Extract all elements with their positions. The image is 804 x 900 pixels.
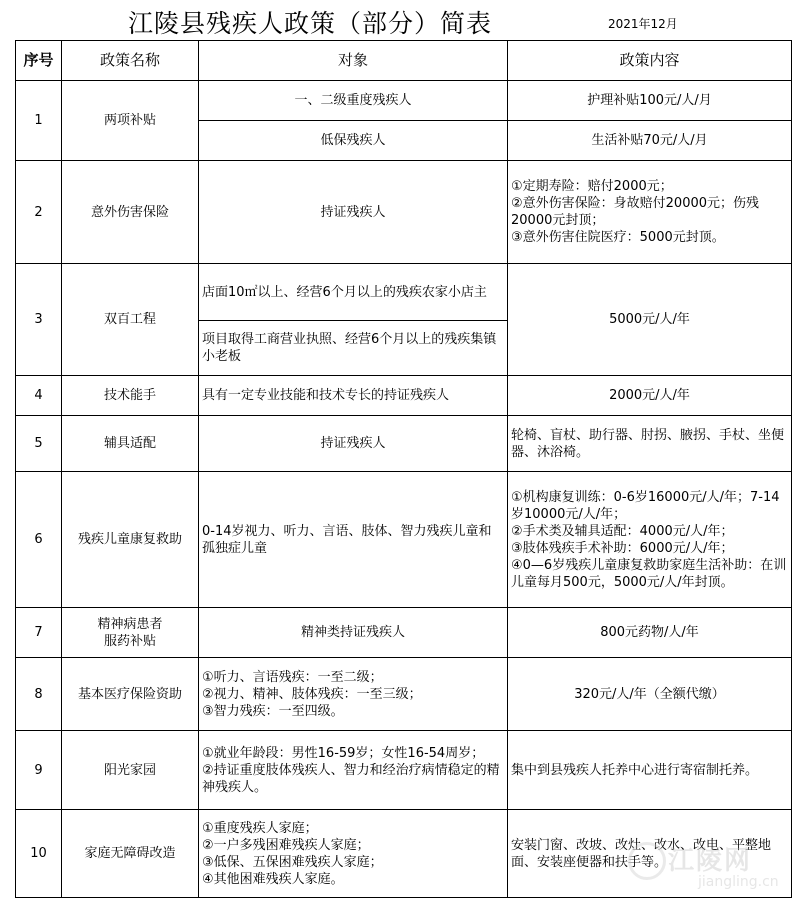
policy-content: 生活补贴70元/人/月 <box>508 121 792 161</box>
policy-target <box>199 658 508 731</box>
policy-target: 精神类持证残疾人 <box>199 608 508 658</box>
header-row <box>16 41 792 81</box>
content-line: ①定期寿险：赔付2000元； <box>511 179 673 194</box>
policy-content: 800元药物/人/年 <box>508 608 792 658</box>
table-row <box>16 81 792 121</box>
target-line: ②持证重度肢体残疾人、智力和经治疗病情稳定的精神残疾人。 <box>202 762 500 795</box>
policy-content: 集中到县残疾人托养中心进行寄宿制托养。 <box>508 731 792 810</box>
date-label: 2021年12月 <box>608 17 678 31</box>
policy-name: 意外伤害保险 <box>62 161 199 264</box>
page-title: 江陵县残疾人政策（部分）简表 <box>128 9 493 38</box>
policy-target <box>199 810 508 898</box>
table-row <box>16 658 792 731</box>
watermark-text: 江陵网 <box>668 846 753 876</box>
header-name: 政策名称 <box>62 41 199 81</box>
table-row <box>16 810 792 898</box>
policy-name <box>62 608 199 658</box>
policy-target: 店面10㎡以上、经营6个月以上的残疾农家小店主 <box>199 264 508 321</box>
policy-name-line: 服药补贴 <box>103 633 156 649</box>
title-row <box>0 0 804 40</box>
policy-table <box>15 40 792 898</box>
content-line: ③意外伤害住院医疗：5000元封顶。 <box>511 230 725 245</box>
policy-target: 一、二级重度残疾人 <box>199 81 508 121</box>
policy-name: 家庭无障碍改造 <box>62 810 199 898</box>
policy-name: 残疾儿童康复救助 <box>62 472 199 608</box>
target-line: ③智力残疾：一至四级。 <box>202 703 344 719</box>
target-line: ①就业年龄段：男性16-59岁；女性16-54周岁； <box>202 745 485 761</box>
row-no: 4 <box>16 376 62 416</box>
policy-content <box>508 472 792 608</box>
row-no: 5 <box>16 416 62 472</box>
target-line: ①听力、言语残疾：一至二级； <box>202 669 383 685</box>
target-line: ④其他困难残疾人家庭。 <box>202 871 344 887</box>
policy-content: 安装门窗、改坡、改灶、改水、改电、平整地面、安装座便器和扶手等。 <box>508 810 792 898</box>
content-line: ②手术类及辅具适配：4000元/人/年； <box>511 523 734 539</box>
policy-content: 护理补贴100元/人/月 <box>508 81 792 121</box>
target-line: ②视力、精神、肢体残疾：一至三级； <box>202 686 422 702</box>
header-content: 政策内容 <box>508 41 792 81</box>
row-no: 9 <box>16 731 62 810</box>
content-line: ③肢体残疾手术补助：6000元/人/年； <box>511 540 734 556</box>
content-line: ②意外伤害保险：身故赔付20000元；伤残20000元封顶； <box>511 196 760 228</box>
row-no: 7 <box>16 608 62 658</box>
content-line: ①机构康复训练：0-6岁16000元/人/年；7-14岁10000元/人/年； <box>511 489 780 522</box>
table-row <box>16 608 792 658</box>
table-row <box>16 264 792 321</box>
content-line: ④0—6岁残疾儿童康复救助家庭生活补助：在训儿童每月500元，5000元/人/年封顶。 <box>511 557 787 590</box>
header-no: 序号 <box>16 41 62 81</box>
policy-target <box>199 731 508 810</box>
header-target: 对象 <box>199 41 508 81</box>
policy-content: 5000元/人/年 <box>508 264 792 376</box>
policy-name: 技术能手 <box>62 376 199 416</box>
target-line: ②一户多残困难残疾人家庭； <box>202 837 370 853</box>
policy-name: 辅具适配 <box>62 416 199 472</box>
row-no: 6 <box>16 472 62 608</box>
policy-content: 2000元/人/年 <box>508 376 792 416</box>
policy-content <box>508 161 792 264</box>
row-no: 3 <box>16 264 62 376</box>
policy-name: 两项补贴 <box>62 81 199 161</box>
policy-content: 轮椅、盲杖、助行器、肘拐、腋拐、手杖、坐便器、沐浴椅。 <box>508 416 792 472</box>
policy-target: 0-14岁视力、听力、言语、肢体、智力残疾儿童和孤独症儿童 <box>199 472 508 608</box>
row-no: 1 <box>16 81 62 161</box>
policy-target: 低保残疾人 <box>199 121 508 161</box>
policy-target: 持证残疾人 <box>199 161 508 264</box>
table-row <box>16 472 792 608</box>
row-no: 2 <box>16 161 62 264</box>
policy-name: 基本医疗保险资助 <box>62 658 199 731</box>
policy-content: 320元/人/年（全额代缴） <box>508 658 792 731</box>
table-row <box>16 376 792 416</box>
policy-target: 项目取得工商营业执照、经营6个月以上的残疾集镇小老板 <box>199 321 508 376</box>
watermark-url: jiangling.cn <box>698 874 779 890</box>
policy-name-line: 精神病患者 <box>97 616 163 632</box>
policy-target: 具有一定专业技能和技术专长的持证残疾人 <box>199 376 508 416</box>
target-line: ①重度残疾人家庭； <box>202 820 318 836</box>
policy-name: 阳光家园 <box>62 731 199 810</box>
row-no: 10 <box>16 810 62 898</box>
table-row <box>16 731 792 810</box>
table-row <box>16 161 792 264</box>
target-line: ③低保、五保困难残疾人家庭； <box>202 854 383 870</box>
table-row <box>16 416 792 472</box>
row-no: 8 <box>16 658 62 731</box>
policy-target: 持证残疾人 <box>199 416 508 472</box>
policy-name: 双百工程 <box>62 264 199 376</box>
